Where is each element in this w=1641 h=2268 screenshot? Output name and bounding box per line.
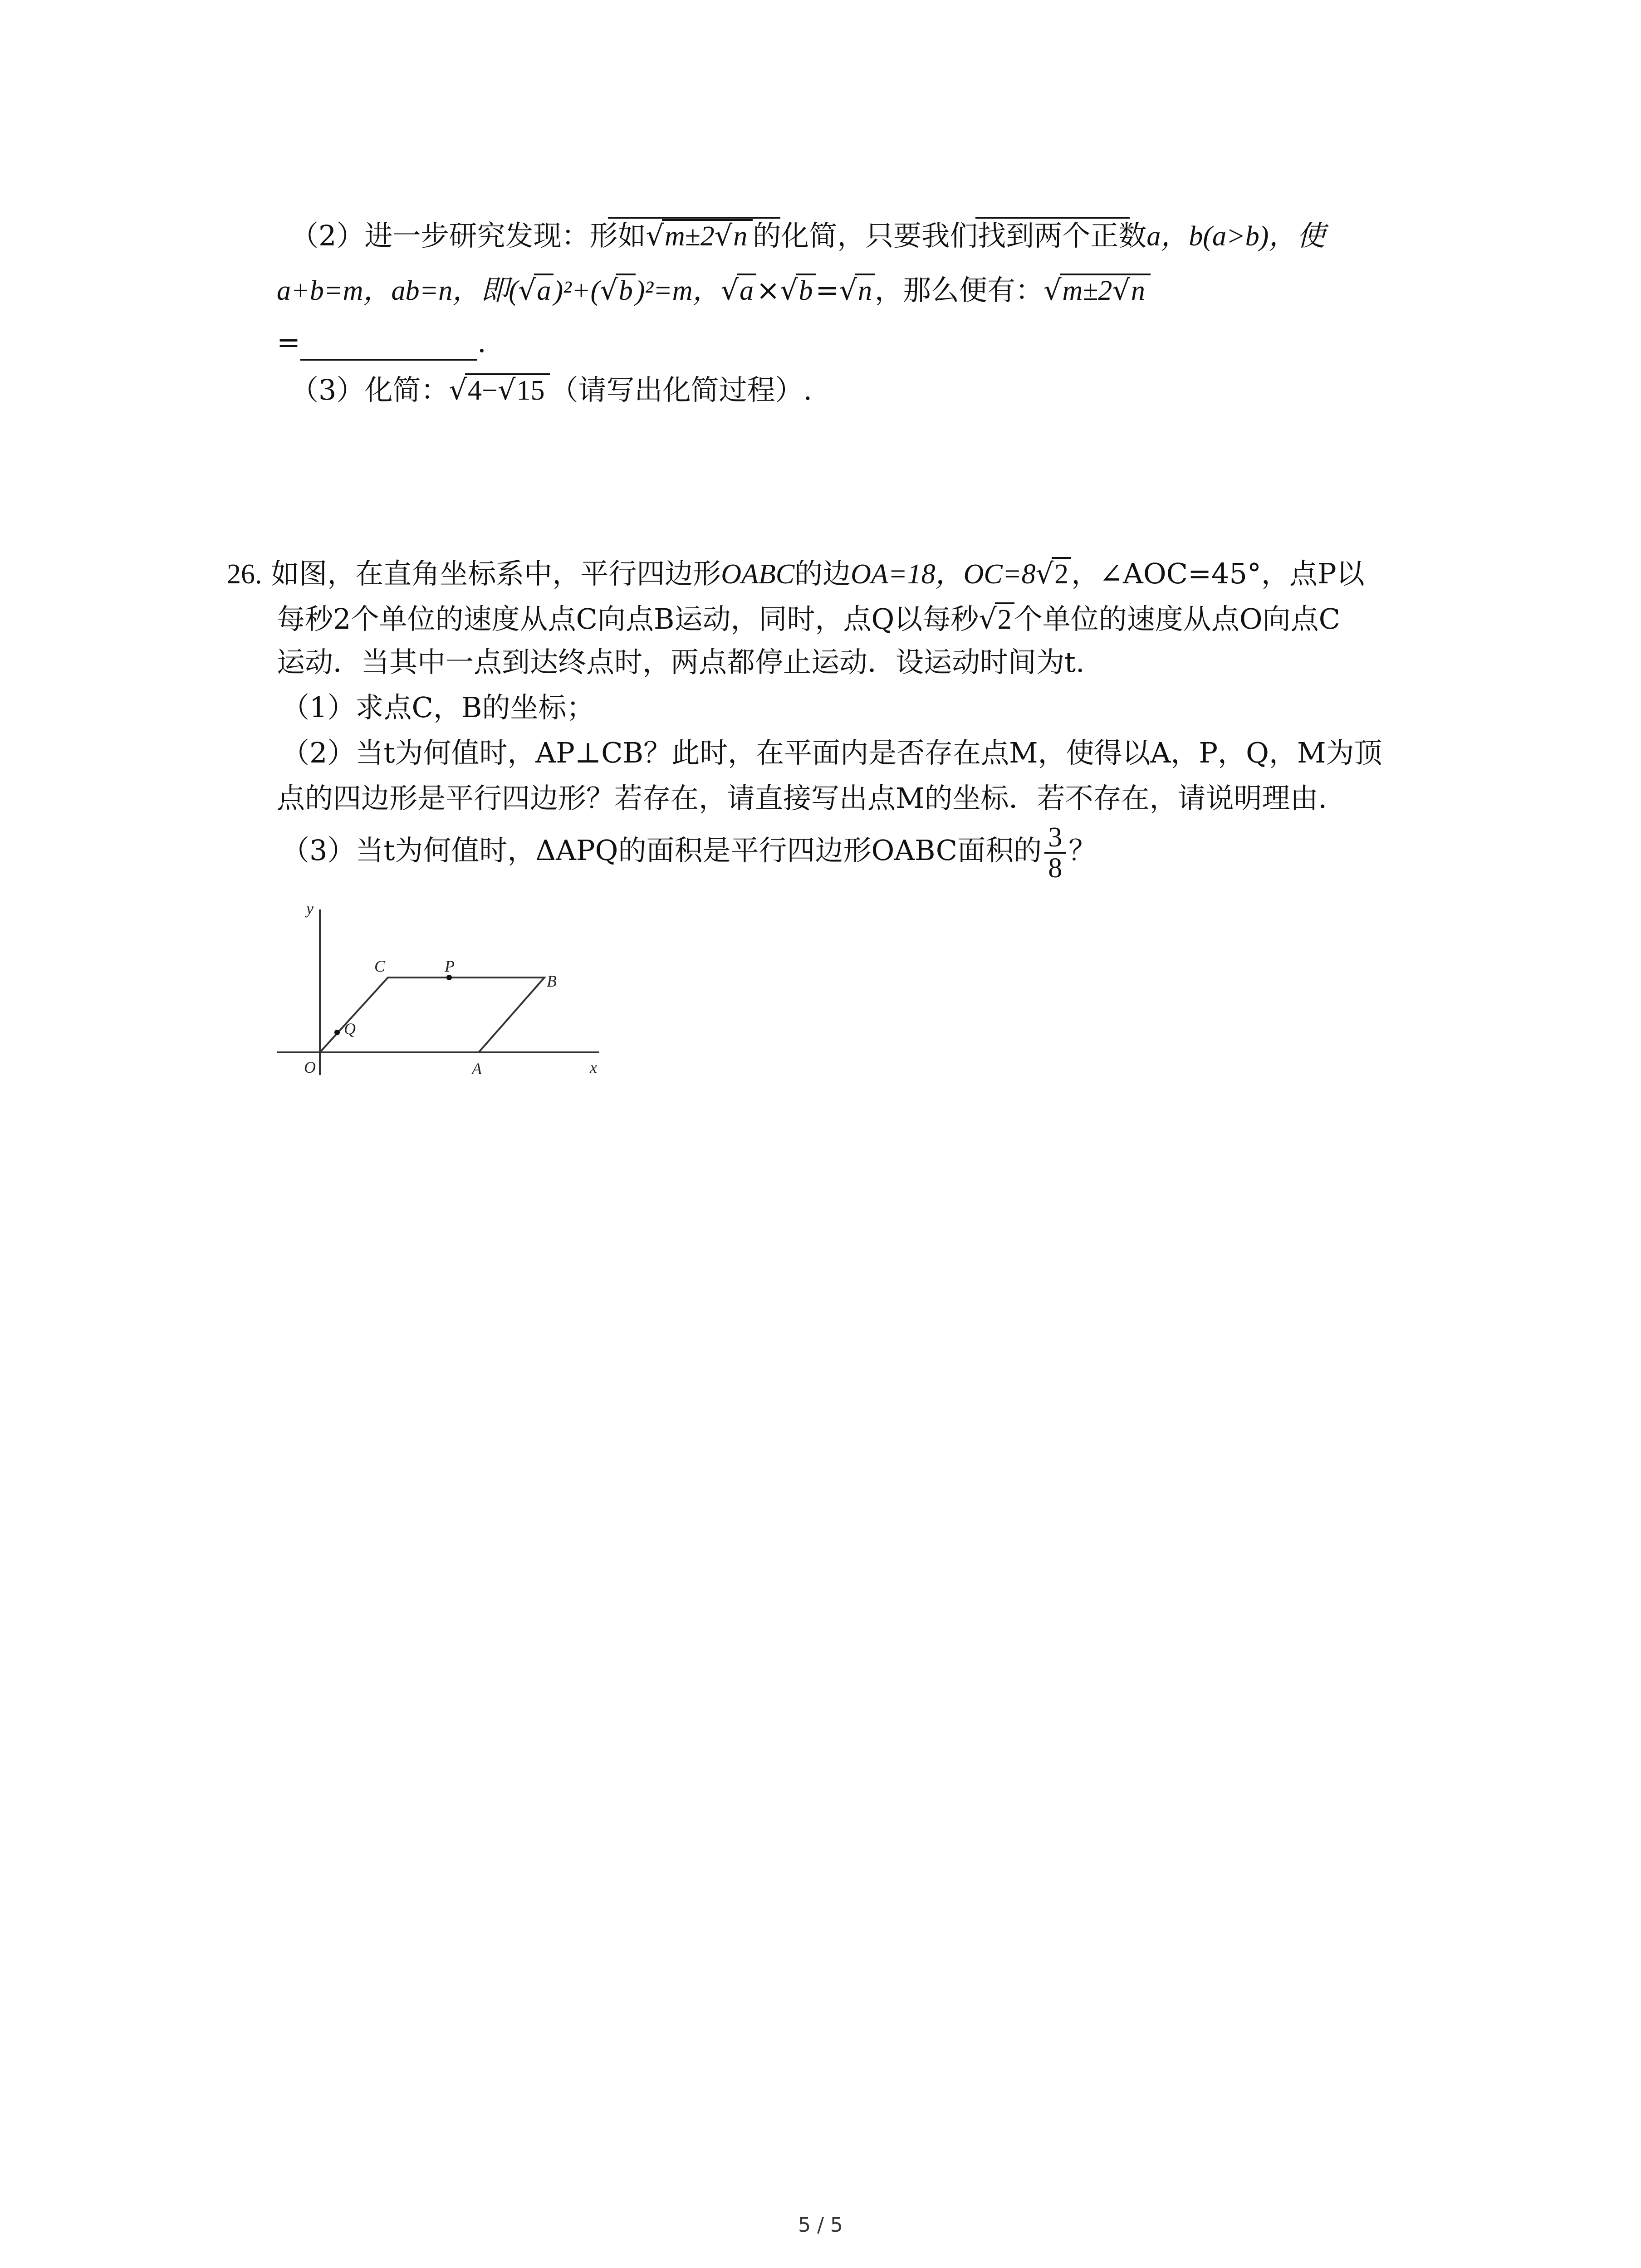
q26-line3 [277, 644, 1085, 680]
label-o: O [304, 1058, 316, 1076]
part3-line [290, 372, 812, 409]
sqrt-b: √b [600, 272, 636, 309]
sqrt-b-2-inner: b [796, 274, 816, 306]
point-p [446, 975, 452, 980]
page-number: 5 / 5 [798, 2214, 843, 2237]
label-c: C [374, 957, 386, 975]
sqrt-inner: n [730, 219, 750, 252]
point-q [334, 1030, 340, 1035]
sqrt-m-pm-2-sqrt-n-2: √m±2√n [1043, 272, 1151, 309]
sqrt-b-inner: b [616, 274, 636, 306]
sqrt-inner-2: n [1128, 274, 1148, 306]
label-y: y [306, 899, 314, 918]
sqrt-expr: m±2 [664, 221, 715, 252]
q26-line2-b: 个单位的速度从点O向点C [1014, 602, 1341, 635]
q26-line2-a: 每秒2个单位的速度从点C向点B运动，同时，点Q以每秒 [277, 602, 979, 635]
sqrt-2: √2 [1036, 556, 1072, 592]
frac-num: 3 [1044, 823, 1066, 854]
label-a: A [472, 1060, 482, 1078]
label-q: Q [344, 1020, 356, 1038]
q26-oa-eq: OA=18，OC=8 [851, 559, 1036, 590]
q26-sub3 [281, 819, 1097, 883]
part2-line3 [277, 324, 486, 361]
q26-sub3-a: （3）当t为何值时，ΔAPQ的面积是平行四边形OABC面积的 [281, 834, 1042, 867]
label-b: B [547, 972, 557, 990]
line3-period: . [477, 326, 486, 359]
label-x: x [590, 1058, 597, 1076]
part2-line2-b: )²+( [554, 275, 600, 306]
sqrt-n-inner: n [855, 274, 875, 306]
part3-lead: （3）化简： [290, 373, 449, 406]
sqrt-2-b: √2 [979, 601, 1014, 638]
q26-line3-text: 运动．当其中一点到达终点时，两点都停止运动．设运动时间为t. [277, 645, 1085, 679]
question-number: 26. [227, 559, 262, 590]
q26-line2 [277, 601, 1340, 638]
answer-blank [300, 332, 477, 361]
q26-line1-c: ，∠AOC=45°，点P以 [1071, 557, 1365, 590]
part2-line2-a: a+b=m，ab=n，即( [277, 275, 518, 306]
label-p: P [445, 957, 455, 975]
q26-sub1 [281, 689, 594, 726]
expr-a: 4− [467, 375, 498, 406]
line3-eq: = [277, 326, 300, 359]
part3-tail: （请写出化简过程）. [550, 373, 813, 406]
q26-sub2-a-text: （2）当t为何值时，AP⊥CB？此时，在平面内是否存在点M，使得以A，P，Q，M为顶 [281, 736, 1382, 769]
q26-line1 [227, 556, 1365, 592]
sqrt-a-inner: a [534, 274, 554, 306]
q26-sub2-b-text: 点的四边形是平行四边形？若存在，请直接写出点M的坐标．若不存在，请说明理由． [277, 782, 1347, 815]
sqrt-expr-2: m±2 [1062, 275, 1112, 306]
coordinate-diagram [272, 898, 617, 1089]
part2-mid: 的化简，只要我们找到两个正数 [753, 219, 1147, 252]
q26-sub3-b: ？ [1068, 834, 1097, 867]
sqrt-b-2: √b [780, 272, 816, 309]
times-sign: × [756, 274, 780, 307]
part2-line2 [277, 272, 1151, 309]
equals-sign: = [815, 274, 839, 307]
sqrt-a: √a [518, 272, 554, 309]
sqrt-a-2: √a [721, 272, 757, 309]
parallelogram-oabc [320, 978, 544, 1052]
q26-sub1-text: （1）求点C，B的坐标； [281, 691, 595, 724]
sqrt-2-b-inner: 2 [995, 602, 1014, 635]
q26-sub2-a [281, 735, 1382, 771]
q26-line1-b: 的边 [794, 557, 851, 590]
q26-sub2-b [277, 780, 1347, 816]
overline-decoration-2 [975, 217, 1130, 219]
sqrt-a-2-inner: a [737, 274, 756, 306]
sqrt-4-minus-sqrt-15: √4−√15 [449, 372, 550, 409]
part2-line2-d: ，那么便有： [875, 274, 1044, 307]
q26-line1-a: 如图，在直角坐标系中，平行四边形 [271, 557, 721, 590]
frac-den: 8 [1048, 852, 1063, 884]
q26-oabc: OABC [721, 559, 795, 590]
expr-b: 15 [514, 373, 547, 406]
part2-vars: a，b(a>b)，使 [1146, 221, 1325, 252]
part2-line2-c: )²=m， [635, 275, 721, 306]
sqrt-2-inner: 2 [1052, 557, 1071, 590]
sqrt-n: √n [839, 272, 875, 309]
part2-lead: （2）进一步研究发现：形如 [290, 219, 646, 252]
overline-decoration [608, 217, 780, 219]
sqrt-m-pm-2-sqrt-n: √m±2√n [646, 218, 753, 254]
part2-line1 [290, 218, 1325, 254]
fraction-3-8 [1044, 823, 1066, 883]
